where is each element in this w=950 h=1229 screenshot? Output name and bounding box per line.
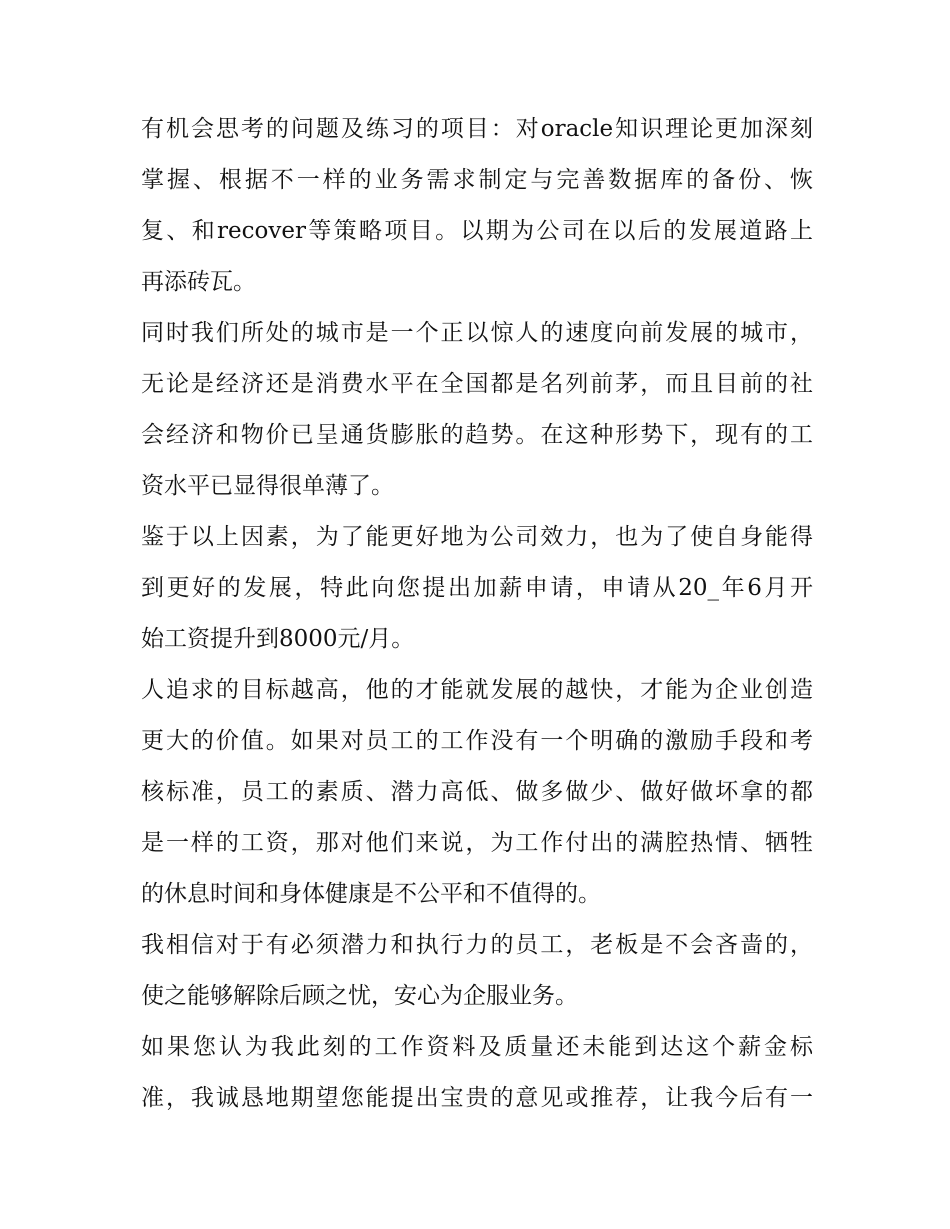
- text-line: 核标准，员工的素质、潜力高低、做多做少、做好做坏拿的都: [141, 779, 813, 805]
- text-line: 更大的价值。如果对员工的工作没有一个明确的激励手段和考: [141, 728, 813, 754]
- text-line: 始工资提升到8000元/月。: [141, 626, 415, 652]
- paragraph-2: [141, 308, 813, 512]
- text-line: 的休息时间和身体健康是不公平和不值得的。: [141, 881, 601, 907]
- text-line: 资水平已显得很单薄了。: [141, 473, 394, 499]
- text-line: 到更好的发展，特此向您提出加薪申请，申请从20_年6月开: [141, 575, 813, 601]
- document-body: [141, 104, 813, 1124]
- paragraph-6: [141, 1022, 813, 1124]
- text-line: 会经济和物价已呈通货膨胀的趋势。在这种形势下，现有的工: [141, 422, 813, 448]
- paragraph-5: [141, 920, 813, 1022]
- text-line: 鉴于以上因素，为了能更好地为公司效力，也为了使自身能得: [141, 524, 813, 550]
- text-line: 再添砖瓦。: [141, 269, 256, 295]
- paragraph-4: [141, 665, 813, 920]
- text-line: 使之能够解除后顾之忧，安心为企服业务。: [141, 983, 578, 1009]
- text-line: 有机会思考的问题及练习的项目：对oracle知识理论更加深刻: [141, 116, 813, 142]
- text-line: 同时我们所处的城市是一个正以惊人的速度向前发展的城市，: [141, 320, 813, 346]
- text-line: 人追求的目标越高，他的才能就发展的越快，才能为企业创造: [141, 677, 813, 703]
- paragraph-1: [141, 104, 813, 308]
- text-line: 如果您认为我此刻的工作资料及质量还未能到达这个薪金标: [141, 1034, 813, 1060]
- text-line: 复、和recover等策略项目。以期为公司在以后的发展道路上: [141, 218, 813, 244]
- text-line: 是一样的工资，那对他们来说，为工作付出的满腔热情、牺牲: [141, 830, 813, 856]
- text-line: 无论是经济还是消费水平在全国都是名列前茅，而且目前的社: [141, 371, 813, 397]
- paragraph-3: [141, 512, 813, 665]
- text-line: 我相信对于有必须潜力和执行力的员工，老板是不会吝啬的，: [141, 932, 813, 958]
- text-line: 掌握、根据不一样的业务需求制定与完善数据库的备份、恢: [141, 167, 813, 193]
- text-line: 准，我诚恳地期望您能提出宝贵的意见或推荐，让我今后有一: [141, 1085, 813, 1111]
